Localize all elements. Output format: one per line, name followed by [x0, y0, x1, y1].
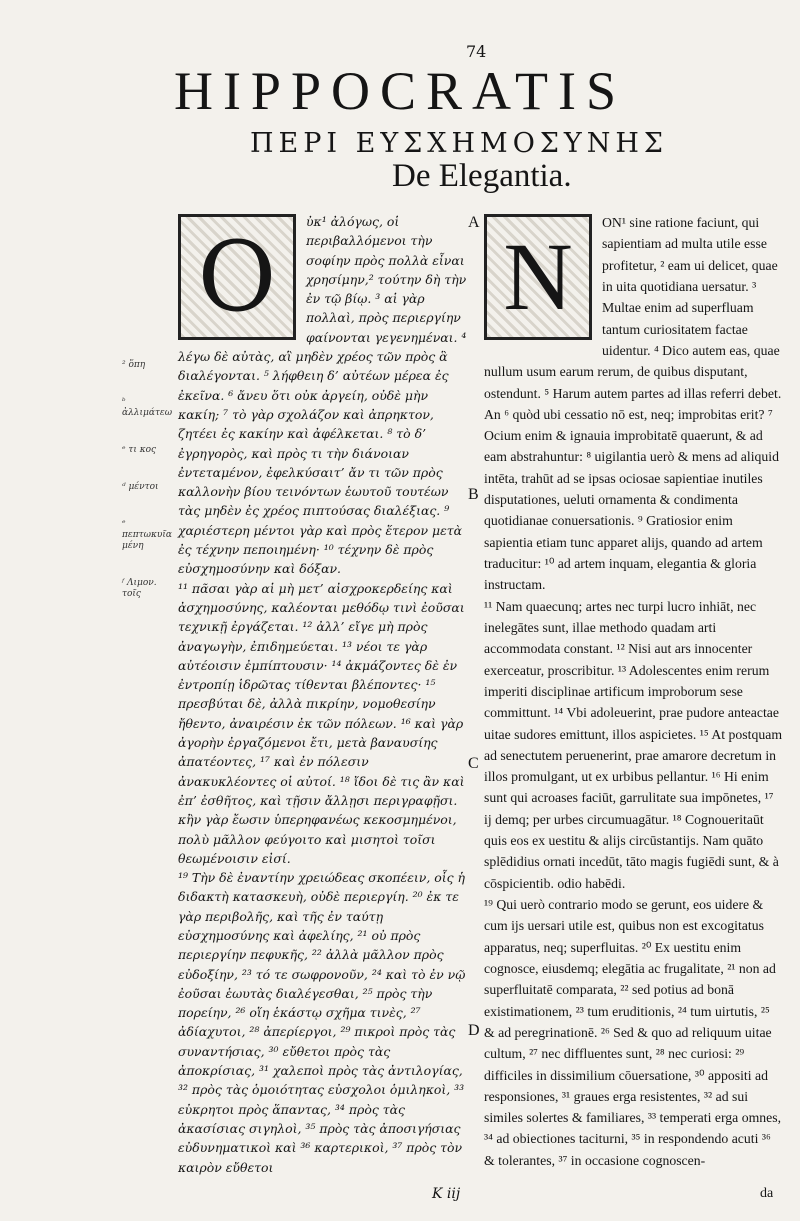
section-letter-b: B	[468, 486, 479, 503]
signature-mark: K iij	[432, 1186, 461, 1202]
latin-paragraph: ¹¹ Nam quaecunq; artes nec turpi lucro inhiāt, nec inelegātes sunt, illae methodo quadam arti accommodata constant. ¹² Nisi aut ars innocenter exerceatur, proscribitur. ¹³ Adolescentes enim rerum imperiti disciplinae artificum improborum sese committunt. ¹⁴ Vbi adoleuerint, prae pudore anteactae uitae sudores emittunt, illos aspicietes. ¹⁵ At postquam ad senectutem peruenerint, prae amarore decretum in illos promulgant, ut ex urbibus pellantur. ¹⁶ Hi enim sunt qui acroases faciūt, garrulitate sua impōnetes, ¹⁷ ij demq; per urbes circumuagātur. ¹⁸ Cognoueritaūt quis eos ex uestitu & alijs circūstantijs. Nam quāto splēdidius ornati incedūt, tāto magis fugiēdi sunt, & à cōspicientib. odio habēdi.	[484, 598, 783, 891]
greek-paragraph: ¹¹ πᾶσαι γὰρ αἱ μὴ μετ’ αἰσχροκερδείης καὶ ἀσχημοσύνης, καλέονται μεθόδῳ τινὶ ἐοῦσαι τεχνικῇ ἐργάζεται. ¹² ἀλλ’ εἴγε μὴ πρὸς ἀναγωγὴν, ἐπιδημεύεται. ¹³ νέοι τε γὰρ αὐτέοισιν ἐμπίπτουσιν· ¹⁴ ἀκμάζοντες δὲ ἐν ἐντροπίῃ ἱδρῶτας τίθενται βλέποντες· ¹⁵ πρεσβύται δὲ, ἀλλὰ πικρίην, νομοθεσίην ἤθεντο, ἀναιρέσιν ἐκ τῶν πόλεων. ¹⁶ καὶ γὰρ ἀγορὴν ἐργαζόμενοι ἔτι, μετὰ βαναυσίης ἀπατέοντες, ¹⁷ καὶ ἐν πόλεσιν ἀνακυκλέοντες οἱ αὐτοί. ¹⁸ ἴδοι δὲ τις ἂν καὶ ἐπ’ ἐσθῆτος, καὶ τῇσιν ἄλλῃσι περιγραφῇσι. κἢν γὰρ ἔωσιν ὑπερηφανέως κεκοσμημένοι, πολὺ μᾶλλον φεύγοιτο καὶ μισητοὶ τοῖσι θεωμένοισιν εἰσί.	[178, 580, 465, 866]
section-letter-c: C	[468, 755, 479, 772]
margin-note: ² ὅπη	[122, 360, 146, 370]
margin-notes	[122, 360, 178, 626]
greek-paragraph: ὐκ¹ ἀλόγως, οἱ περιβαλλόμενοι τὴν σοφίην πρὸς πολλὰ εἶναι χρησίμην,² τούτην δὴ τὴν ἐν τῷ βίῳ. ³ αἱ γὰρ πολλαὶ, πρὸς περιεργίην φαίνονται γεγενημέναι. ⁴ λέγω δὲ αὐτὰς, αἳ μηδὲν χρέος τῶν πρὸς ἃ διαλέγονται. ⁵ λήφθειη δ’ αὐτέων μέρεα ἐς ἐκεῖνα. ⁶ ἄνευ ὅτι οὐκ ἀργείη, οὐδὲ μὴν κακίη; ⁷ τὸ γὰρ σχολάζον καὶ ἀπρηκτον, ζητέει ἐς κακίην καὶ ἀφέλκεται. ⁸ τὸ δ’ ἐγρηγορὸς, καὶ πρὸς τι τὴν διάνοιαν ἐντεταμένον, ἐφελκύσαιτ’ ἄν τι τῶν πρὸς καλλονὴν βίου τεινόντων ἑωυτοῦ τουτέων τὰς μηδὲν ἐς χρέος πιπτούσας διαλέξιας. ⁹ χαριέστερη μέντοι γὰρ καὶ πρὸς ἕτερον μετὰ ἐς τέχνην πεποιημένη· ¹⁰ τέχνην δὲ πρὸς εὐσχημοσύνην καὶ δόξαν.	[178, 214, 467, 577]
latin-column	[484, 212, 782, 1171]
section-letter-a: A	[468, 214, 480, 231]
decorated-initial-greek: O	[178, 214, 296, 340]
margin-note: ᶠ Λιμον. τοῖς	[122, 578, 157, 599]
latin-paragraph: ON¹ sine ratione faciunt, qui sapientiam ad multa utile esse profitetur, ² eam ui delicet, quae in uita quotidiana uersatur. ³ Multae enim ad superfluam tantum curiositatem factae uidentur. ⁴ Dico autem eas, quae nullum usum earum rerum, de quibus disputant, ostendunt. ⁵ Harum autem partes ad illas referri debet. An ⁶ quòd ubi cessatio nō est, neq; improbitas erit? ⁷ Ocium enim & ignauia improbitatē quaerunt, & ad eam abstrahuntur: ⁸ uigilantia uerò & mens ad aliquid intēta, trahūt ad se ipsas ociosae sapientiae inutiles disputationes, ueluti ornamenta & condimenta quotidianae conuersationis. ⁹ Gratiosior enim sapientia etiam tunc apparet alijs, quando ad artem traducitur: ¹⁰ ad artem inquam, elegantia & gloria instructam.	[484, 215, 782, 593]
margin-note: ᵉ πεπτωκυῖα μένη	[122, 519, 172, 551]
latin-title: De Elegantia.	[392, 158, 572, 194]
greek-title: ΠΕΡΙ ΕΥΣΧΗΜΟΣΥΝΗΣ	[250, 128, 669, 159]
greek-paragraph: ¹⁹ Τὴν δὲ ἐναντίην χρειώδεας σκοπέειν, οἷς ἡ διδακτὴ κατασκευὴ, οὐδὲ περιεργίη. ²⁰ ἐκ τε γὰρ περιβολῆς, καὶ τῆς ἐν ταύτῃ εὐσχημοσύνης καὶ ἀφελίης, ²¹ οὐ πρὸς περιεργίην πεφυκῆς, ²² ἀλλὰ μᾶλλον πρὸς εὐδοξίην, ²³ τό τε σωφρονοῦν, ²⁴ καὶ τὸ ἐν νῷ ἐοῦσαι ἑωυτὰς διαλέγεσθαι, ²⁵ πρὸς τὴν πορείην, ²⁶ οἵη ἑκάστῳ σχῆμα τινὲς, ²⁷ ἀδίαχυτοι, ²⁸ ἀπερίεργοι, ²⁹ πικροὶ πρὸς τὰς συναντήσιας, ³⁰ εὔθετοι πρὸς τὰς ἀποκρίσιας, ³¹ χαλεποὶ πρὸς τὰς ἀντιλογίας, ³² πρὸς τὰς ὁμοιότητας εὐσχολοι ὁμιληκοὶ, ³³ εὐκρητοι πρὸς ἅπαντας, ³⁴ πρὸς τὰς ἀκασίσιας σιγηλοὶ, ³⁵ πρὸς τὰς ἀποσιγήσιας εὐδυνηματικοὶ καὶ ³⁶ καρτερικοὶ, ³⁷ πρὸς τὸν καιρὸν εὔθετοι	[178, 870, 466, 1175]
catchword: da	[760, 1186, 774, 1201]
section-letter-d: D	[468, 1022, 480, 1039]
latin-paragraph: ¹⁹ Qui uerò contrario modo se gerunt, eos uidere & cum ijs uersari utile est, quibus non est excogitatus apparatus, neq; superfluitas. ²⁰ Ex uestitu enim cognosce, eiusdemq; elegātia ac frugalitate, ²¹ non ad superfluitatē comparata, ²² sed potius ad bonā existimationem, ²³ tum eruditionis, ²⁴ tum uirtutis, ²⁵ & ad peregrinationē. ²⁶ Sed & quo ad reliquum uitae cultum, ²⁷ nec diffluentes sunt, ²⁸ nec curiosi: ²⁹ difficiles in dissimilium cōuersatione, ³⁰ appositi ad responsiones, ³¹ graues erga resistentes, ³² ad sui similes solertes & familiares, ³³ temperati erga omnes, ³⁴ ad obiectiones taciturni, ³⁵ in respondendo acuti ³⁶ & tolerantes, ³⁷ in occasione cognoscen-	[484, 897, 782, 1168]
running-title: HIPPOCRATIS	[173, 61, 627, 121]
decorated-initial-latin: N	[484, 214, 592, 340]
page-number: 74	[466, 42, 487, 61]
margin-note: ᵉ τι κος	[122, 445, 157, 455]
greek-column	[178, 212, 467, 1177]
margin-note: ᵈ μέντοι	[122, 482, 159, 492]
margin-note: ᵇ ἀλλιμάτεω	[122, 397, 173, 418]
